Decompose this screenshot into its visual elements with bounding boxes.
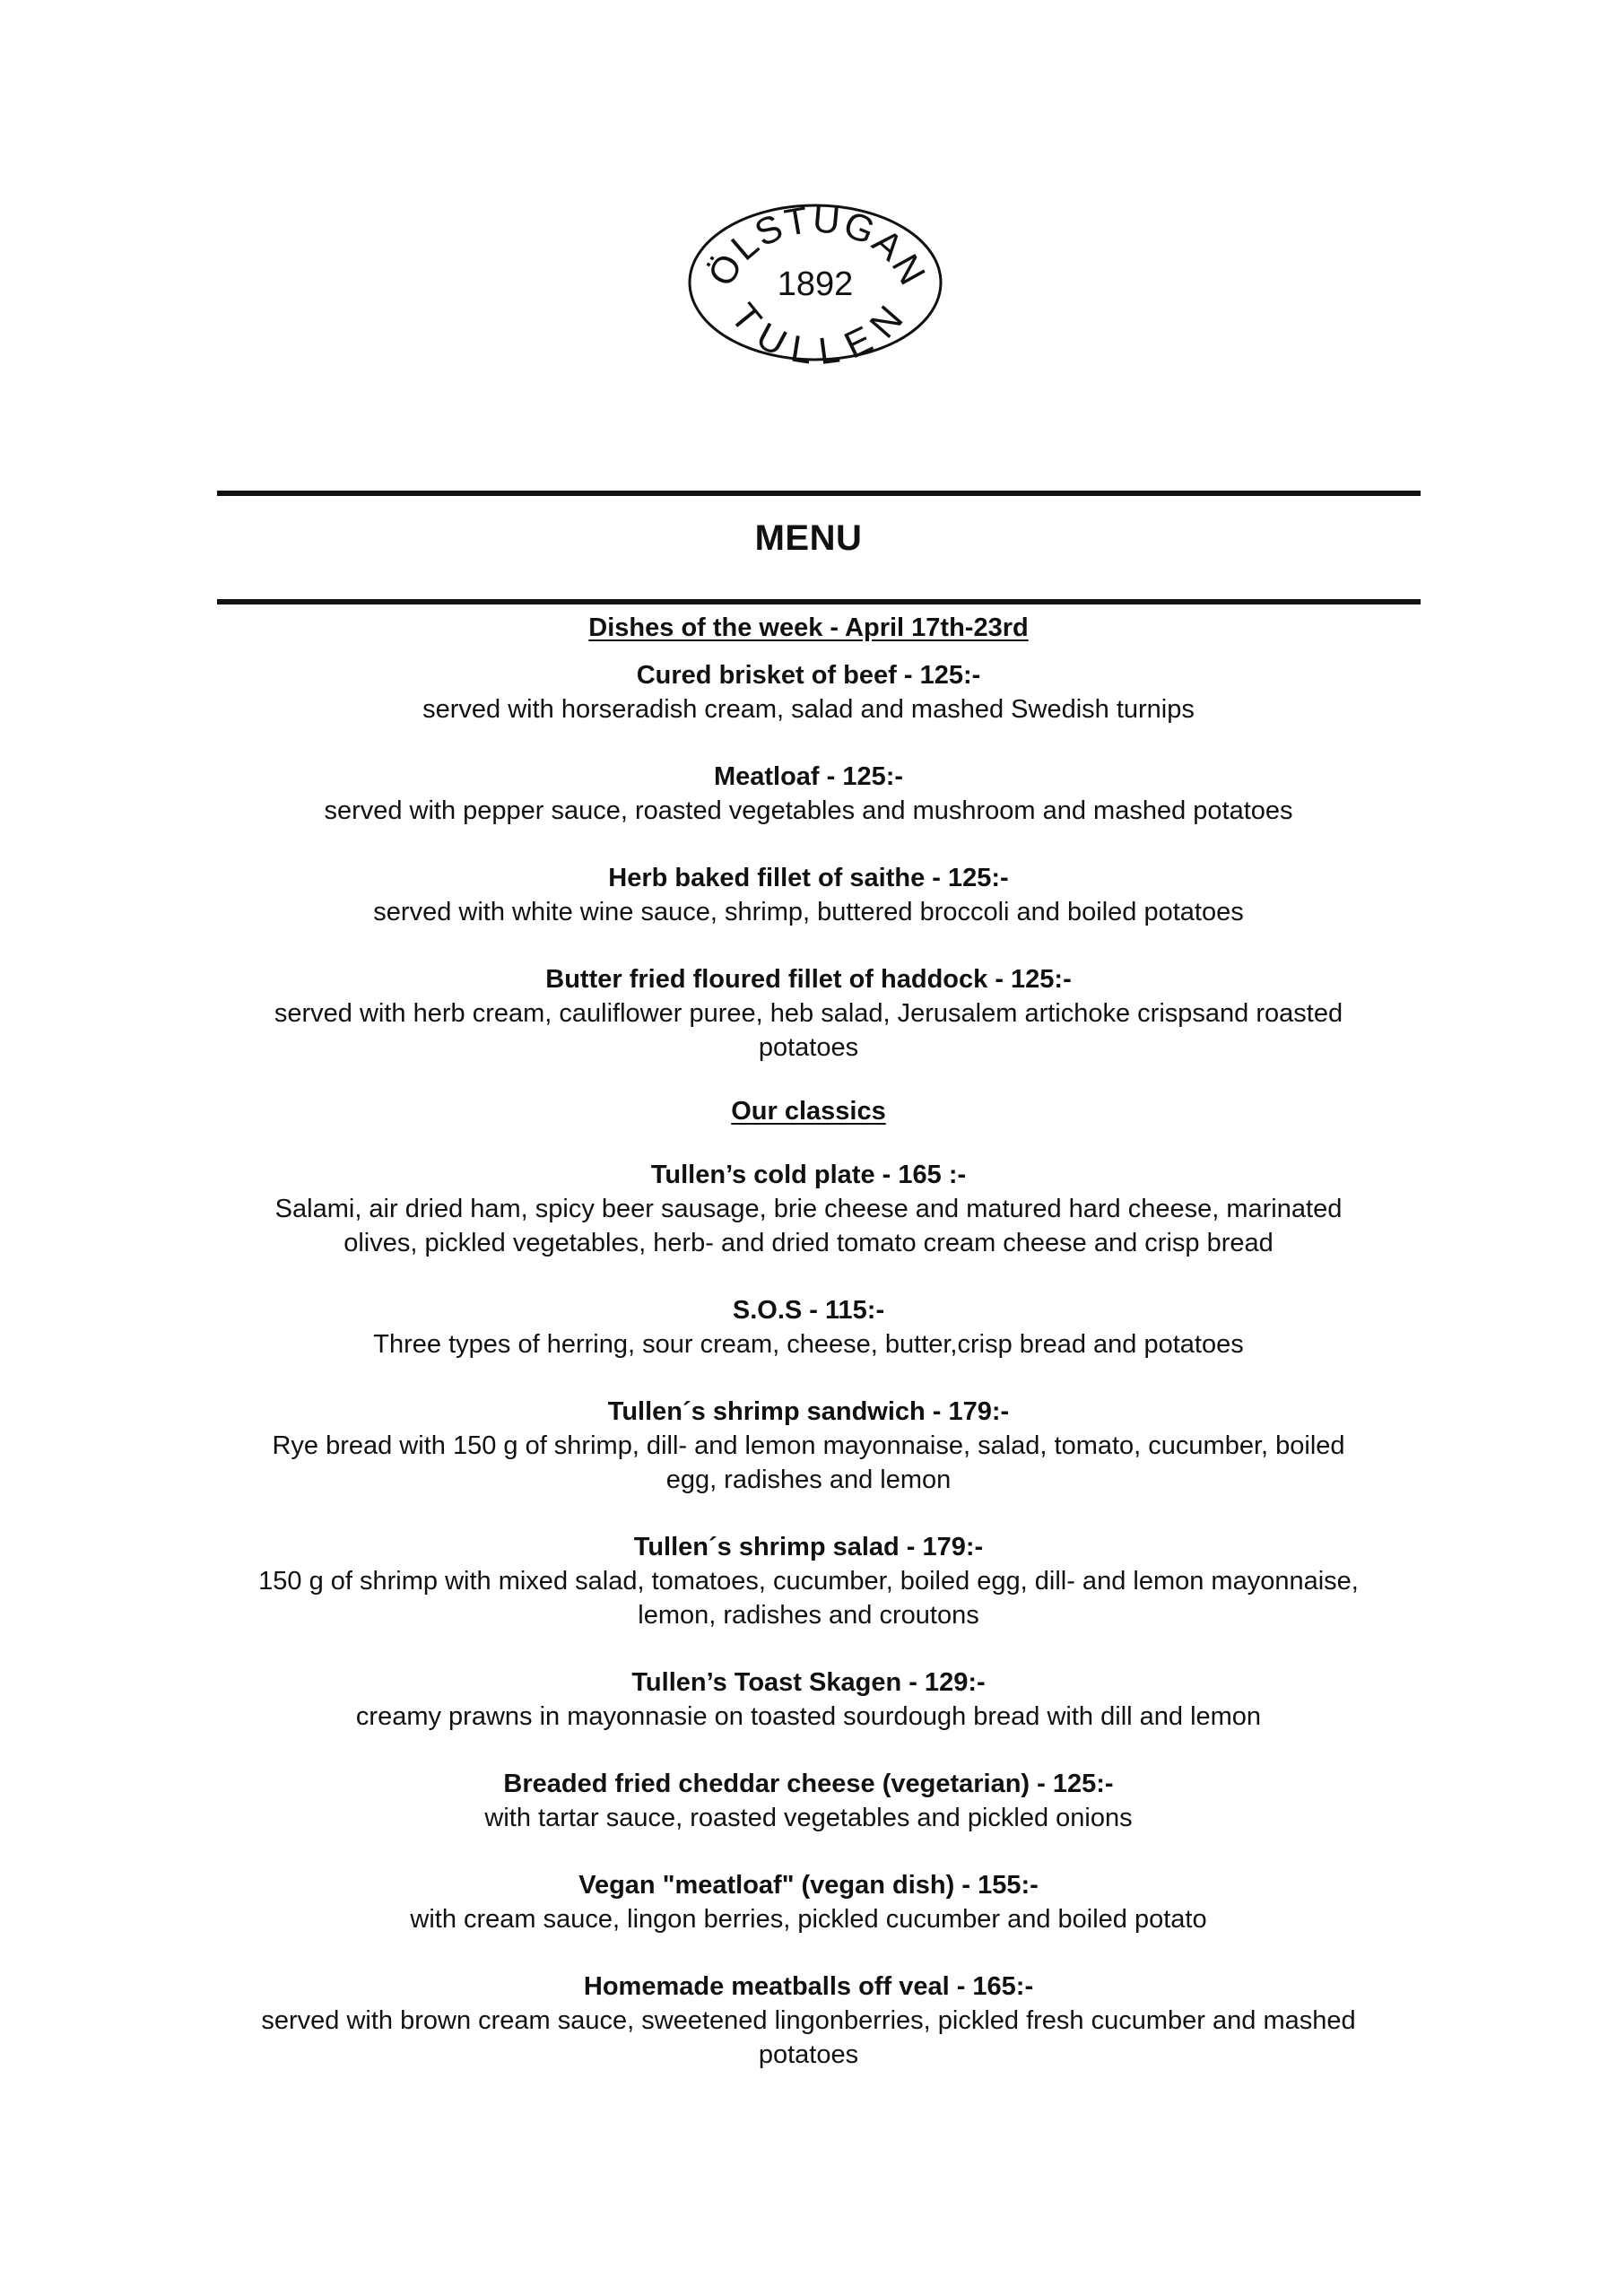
item-title: Meatloaf - 125:-: [713, 762, 904, 791]
spacer: [0, 726, 1617, 760]
item-title: Tullen’s Toast Skagen - 129:-: [631, 1668, 986, 1697]
menu-item: [0, 760, 1617, 828]
menu-title: MENU: [754, 518, 863, 558]
item-title: Tullen’s cold plate - 165 :-: [650, 1161, 967, 1189]
item-description: Rye bread with 150 g of shrimp, dill- and lemon mayonnaise, salad, tomato, cucumber, boiled egg, radishes and lemon: [272, 1431, 1345, 1494]
item-title: Herb baked fillet of saithe - 125:-: [608, 864, 1009, 892]
spacer: [0, 929, 1617, 962]
item-description: creamy prawns in mayonnasie on toasted sourdough bread with dill and lemon: [355, 1702, 1262, 1731]
menu-item: [0, 1868, 1617, 1936]
item-description: with cream sauce, lingon berries, pickled cucumber and boiled potato: [410, 1905, 1207, 1934]
section-dishes-of-week: [0, 608, 1617, 1065]
menu-item: [0, 861, 1617, 929]
menu-item: [0, 1293, 1617, 1361]
item-description: Salami, air dried ham, spicy beer sausage, brie cheese and matured hard cheese, marinated olives, pickled vegetables, herb- and dried tomato cream cheese and crisp bread: [274, 1195, 1343, 1257]
item-title: Homemade meatballs off veal - 165:-: [583, 1972, 1034, 2001]
menu-item: [0, 1665, 1617, 1734]
logo-top-text: ÖLSTUGAN: [699, 197, 935, 293]
bottom-divider: [217, 599, 1421, 604]
section-heading: Our classics: [731, 1097, 886, 1126]
menu-item: [0, 1970, 1617, 2072]
item-title: Vegan "meatloaf" (vegan dish) - 155:-: [578, 1871, 1039, 1900]
item-title: Cured brisket of beef - 125:-: [636, 661, 981, 690]
item-description: Three types of herring, sour cream, cheese, butter,crisp bread and potatoes: [373, 1330, 1244, 1359]
menu-item: [0, 1767, 1617, 1835]
spacer: [0, 1497, 1617, 1530]
top-divider: [217, 491, 1421, 496]
spacer: [0, 1065, 1617, 1091]
spacer: [0, 828, 1617, 861]
menu-content: [0, 608, 1617, 2072]
menu-item: [0, 962, 1617, 1065]
section-heading: Dishes of the week - April 17th-23rd: [588, 613, 1029, 642]
section-our-classics: [0, 1091, 1617, 2072]
item-description: with tartar sauce, roasted vegetables and pickled onions: [484, 1804, 1133, 1832]
item-title: Tullen´s shrimp sandwich - 179:-: [607, 1397, 1010, 1426]
item-title: S.O.S - 115:-: [732, 1296, 885, 1325]
menu-item: [0, 1530, 1617, 1632]
logo-bottom-text: TULLEN: [722, 295, 913, 372]
item-description: served with pepper sauce, roasted vegetables and mushroom and mashed potatoes: [324, 796, 1293, 825]
item-description: 150 g of shrimp with mixed salad, tomatoes, cucumber, boiled egg, dill- and lemon mayonnaise, lemon, radishes and croutons: [258, 1567, 1359, 1630]
item-description: served with brown cream sauce, sweetened lingonberries, pickled fresh cucumber and mashed potatoes: [261, 2006, 1356, 2069]
spacer: [0, 1361, 1617, 1395]
spacer: [0, 1260, 1617, 1293]
restaurant-logo: [685, 193, 945, 372]
logo-year: 1892: [777, 265, 854, 303]
spacer: [0, 1734, 1617, 1767]
spacer: [0, 1632, 1617, 1665]
item-title: Butter fried floured fillet of haddock - 125:-: [545, 965, 1072, 994]
spacer: [0, 1835, 1617, 1868]
item-description: served with herb cream, cauliflower puree, heb salad, Jerusalem artichoke crispsand roasted potatoes: [274, 999, 1343, 1062]
spacer: [0, 1131, 1617, 1158]
item-description: served with white wine sauce, shrimp, buttered broccoli and boiled potatoes: [373, 898, 1244, 926]
spacer: [0, 1936, 1617, 1970]
item-description: served with horseradish cream, salad and mashed Swedish turnips: [422, 695, 1195, 724]
menu-item: [0, 658, 1617, 726]
menu-item: [0, 1395, 1617, 1497]
item-title: Tullen´s shrimp salad - 179:-: [633, 1533, 984, 1561]
spacer: [0, 648, 1617, 658]
item-title: Breaded fried cheddar cheese (vegetarian) - 125:-: [503, 1770, 1114, 1798]
menu-item: [0, 1158, 1617, 1260]
